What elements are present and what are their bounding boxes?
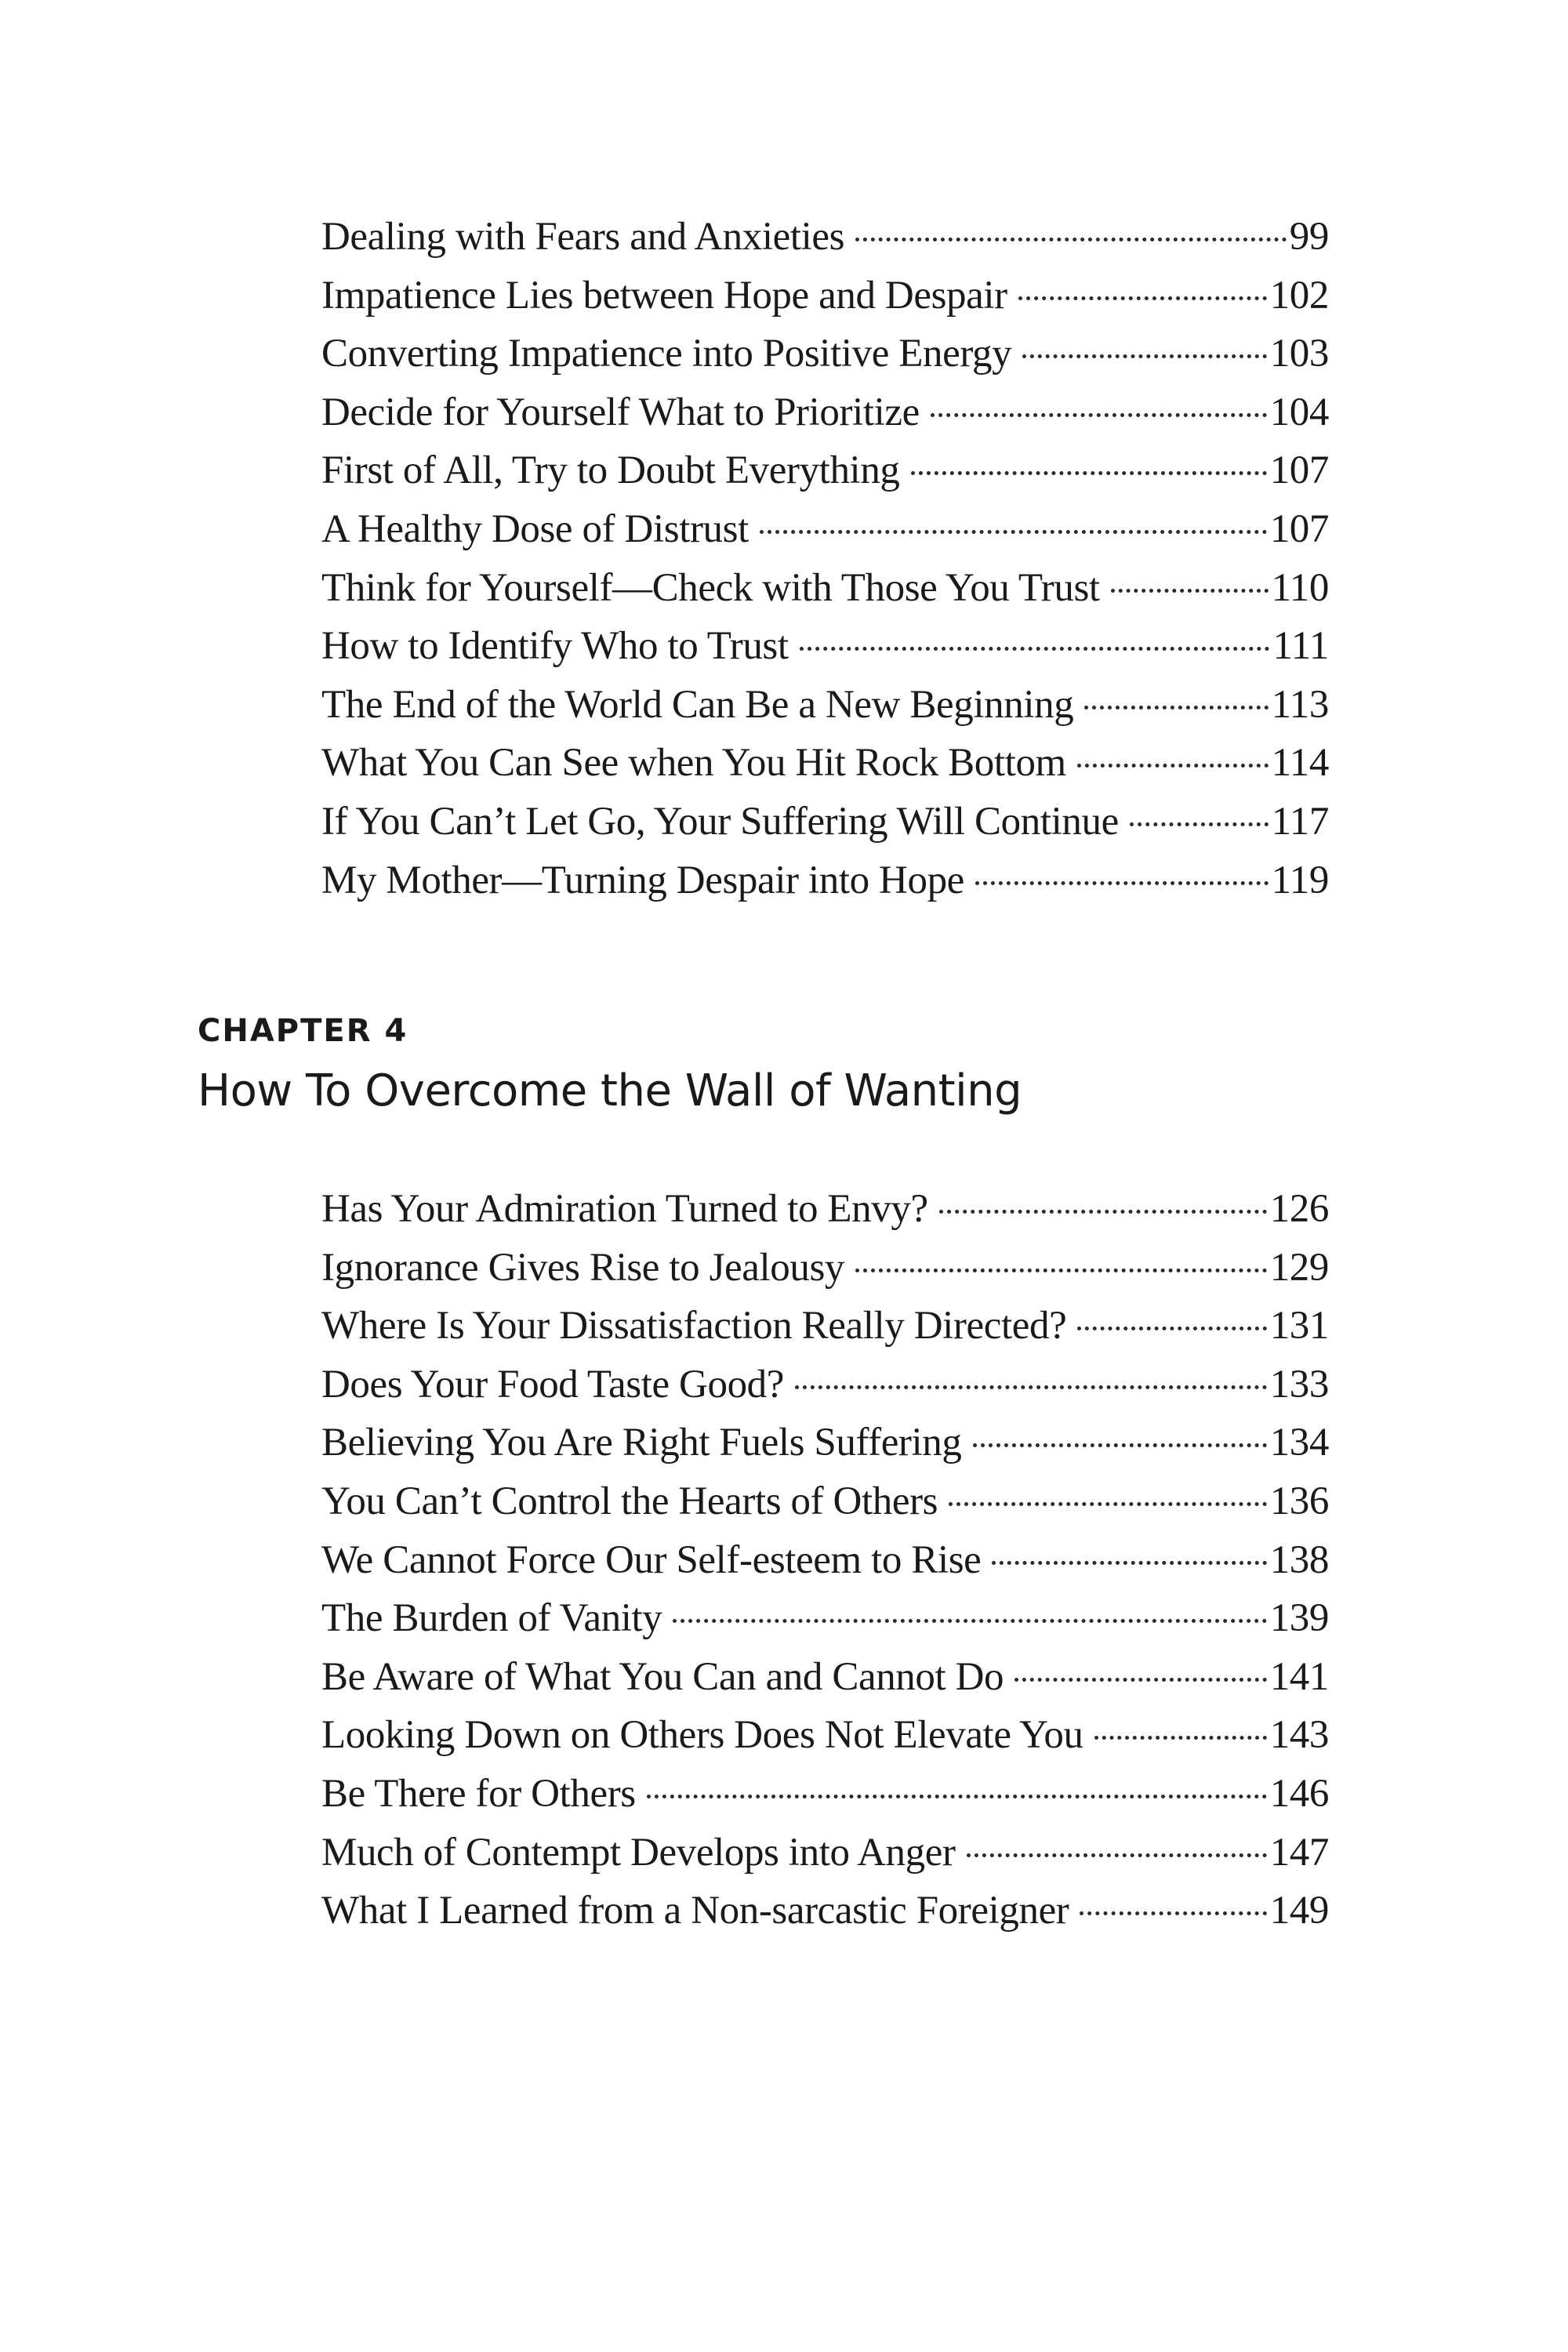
- toc-list-chapter-4: [321, 1180, 1329, 1940]
- dot-leader: [1077, 764, 1269, 768]
- toc-entry-title: The Burden of Vanity: [321, 1596, 662, 1641]
- toc-entry: [321, 1297, 1329, 1356]
- toc-entry-page-number: 134: [1269, 1421, 1329, 1465]
- toc-entry-page-number: 146: [1269, 1771, 1329, 1816]
- toc-entry-title: Converting Impatience into Positive Energy: [321, 332, 1012, 376]
- dot-leader: [1130, 822, 1269, 826]
- toc-entry: [321, 1414, 1329, 1472]
- toc-entry-title: We Cannot Force Our Self-esteem to Rise: [321, 1537, 982, 1582]
- dot-leader: [1094, 1736, 1267, 1740]
- toc-entry: [321, 734, 1329, 793]
- toc-entry: [321, 383, 1329, 442]
- toc-entry: [321, 441, 1329, 500]
- dot-leader: [855, 238, 1287, 241]
- dot-leader: [647, 1795, 1267, 1798]
- toc-entry-page-number: 111: [1272, 624, 1329, 669]
- toc-entry: [321, 1824, 1329, 1882]
- toc-entry-title: Looking Down on Others Does Not Elevate You: [321, 1713, 1083, 1758]
- toc-entry-title: Decide for Yourself What to Prioritize: [321, 390, 920, 434]
- toc-entry-title: Ignorance Gives Rise to Jealousy: [321, 1245, 845, 1290]
- chapter-title: How To Overcome the Wall of Wanting: [198, 1065, 1022, 1116]
- toc-entry-page-number: 149: [1269, 1889, 1329, 1933]
- toc-entry-title: My Mother—Turning Despair into Hope: [321, 858, 964, 902]
- dot-leader: [1080, 1911, 1266, 1915]
- toc-entry: [321, 1472, 1329, 1531]
- toc-entry-title: A Healthy Dose of Distrust: [321, 506, 749, 551]
- toc-list-previous-chapter: [321, 208, 1329, 909]
- toc-entry-page-number: 99: [1289, 215, 1329, 259]
- toc-entry-page-number: 147: [1269, 1830, 1329, 1875]
- toc-entry-title: Think for Yourself—Check with Those You Trust: [321, 565, 1100, 610]
- toc-entry-page-number: 102: [1269, 273, 1329, 318]
- toc-entry-title: Impatience Lies between Hope and Despair: [321, 273, 1007, 318]
- toc-entry: [321, 1882, 1329, 1940]
- toc-entry: [321, 1239, 1329, 1298]
- toc-entry-title: Be Aware of What You Can and Cannot Do: [321, 1654, 1004, 1699]
- toc-entry-page-number: 107: [1269, 506, 1329, 551]
- chapter-label: CHAPTER 4: [198, 1013, 408, 1049]
- dot-leader: [949, 1502, 1267, 1506]
- toc-entry: [321, 1531, 1329, 1590]
- toc-entry-title: Believing You Are Right Fuels Suffering: [321, 1421, 962, 1465]
- dot-leader: [1014, 1678, 1267, 1682]
- toc-entry: [321, 1765, 1329, 1824]
- dot-leader: [967, 1853, 1267, 1857]
- dot-leader: [931, 413, 1267, 417]
- dot-leader: [1084, 706, 1268, 710]
- toc-entry-page-number: 110: [1271, 565, 1329, 610]
- toc-entry: [321, 325, 1329, 383]
- toc-entry-title: You Can’t Control the Hearts of Others: [321, 1479, 938, 1523]
- toc-entry-title: The End of the World Can Be a New Beginning: [321, 682, 1074, 727]
- toc-entry-page-number: 104: [1269, 390, 1329, 434]
- toc-entry-title: How to Identify Who to Trust: [321, 624, 789, 669]
- dot-leader: [800, 647, 1270, 651]
- dot-leader: [1077, 1327, 1266, 1330]
- toc-entry: [321, 267, 1329, 325]
- toc-entry-page-number: 113: [1271, 682, 1329, 727]
- toc-entry-title: Be There for Others: [321, 1771, 636, 1816]
- toc-entry-page-number: 126: [1269, 1187, 1329, 1231]
- toc-entry-page-number: 129: [1269, 1245, 1329, 1290]
- toc-entry-page-number: 136: [1269, 1479, 1329, 1523]
- dot-leader: [1111, 589, 1269, 593]
- toc-entry-title: If You Can’t Let Go, Your Suffering Will Continue: [321, 799, 1119, 844]
- toc-entry: [321, 559, 1329, 618]
- toc-entry-title: Where Is Your Dissatisfaction Really Directed?: [321, 1304, 1067, 1348]
- toc-entry: [321, 617, 1329, 676]
- dot-leader: [760, 530, 1267, 534]
- toc-entry: [321, 1356, 1329, 1414]
- toc-entry: [321, 1589, 1329, 1648]
- toc-entry-title: Has Your Admiration Turned to Envy?: [321, 1187, 928, 1231]
- toc-entry-page-number: 131: [1269, 1304, 1329, 1348]
- dot-leader: [795, 1385, 1267, 1389]
- dot-leader: [992, 1561, 1266, 1565]
- dot-leader: [911, 471, 1267, 475]
- toc-entry-page-number: 107: [1269, 448, 1329, 493]
- toc-entry: [321, 1648, 1329, 1707]
- toc-entry-page-number: 143: [1269, 1713, 1329, 1758]
- dot-leader: [975, 881, 1269, 885]
- toc-entry-title: First of All, Try to Doubt Everything: [321, 448, 900, 493]
- toc-entry-page-number: 141: [1269, 1654, 1329, 1699]
- toc-entry-page-number: 133: [1269, 1362, 1329, 1406]
- toc-entry-page-number: 114: [1271, 741, 1329, 786]
- dot-leader: [973, 1443, 1267, 1447]
- toc-entry-page-number: 117: [1271, 799, 1329, 844]
- toc-entry: [321, 208, 1329, 267]
- toc-entry: [321, 1706, 1329, 1765]
- toc-entry-page-number: 119: [1271, 858, 1329, 902]
- toc-entry-title: Much of Contempt Develops into Anger: [321, 1830, 956, 1875]
- toc-entry-page-number: 138: [1269, 1537, 1329, 1582]
- toc-entry-page-number: 103: [1269, 332, 1329, 376]
- toc-entry: [321, 676, 1329, 735]
- dot-leader: [855, 1269, 1267, 1272]
- toc-entry: [321, 851, 1329, 910]
- dot-leader: [1018, 296, 1267, 300]
- toc-entry: [321, 500, 1329, 559]
- toc-entry-page-number: 139: [1269, 1596, 1329, 1641]
- toc-entry: [321, 793, 1329, 851]
- dot-leader: [1022, 354, 1266, 358]
- toc-entry-title: Does Your Food Taste Good?: [321, 1362, 785, 1406]
- toc-entry-title: What You Can See when You Hit Rock Bottom: [321, 741, 1066, 786]
- toc-entry-title: What I Learned from a Non-sarcastic Foreigner: [321, 1889, 1069, 1933]
- dot-leader: [939, 1210, 1267, 1214]
- toc-entry-title: Dealing with Fears and Anxieties: [321, 215, 845, 259]
- toc-entry: [321, 1180, 1329, 1239]
- dot-leader: [673, 1619, 1266, 1623]
